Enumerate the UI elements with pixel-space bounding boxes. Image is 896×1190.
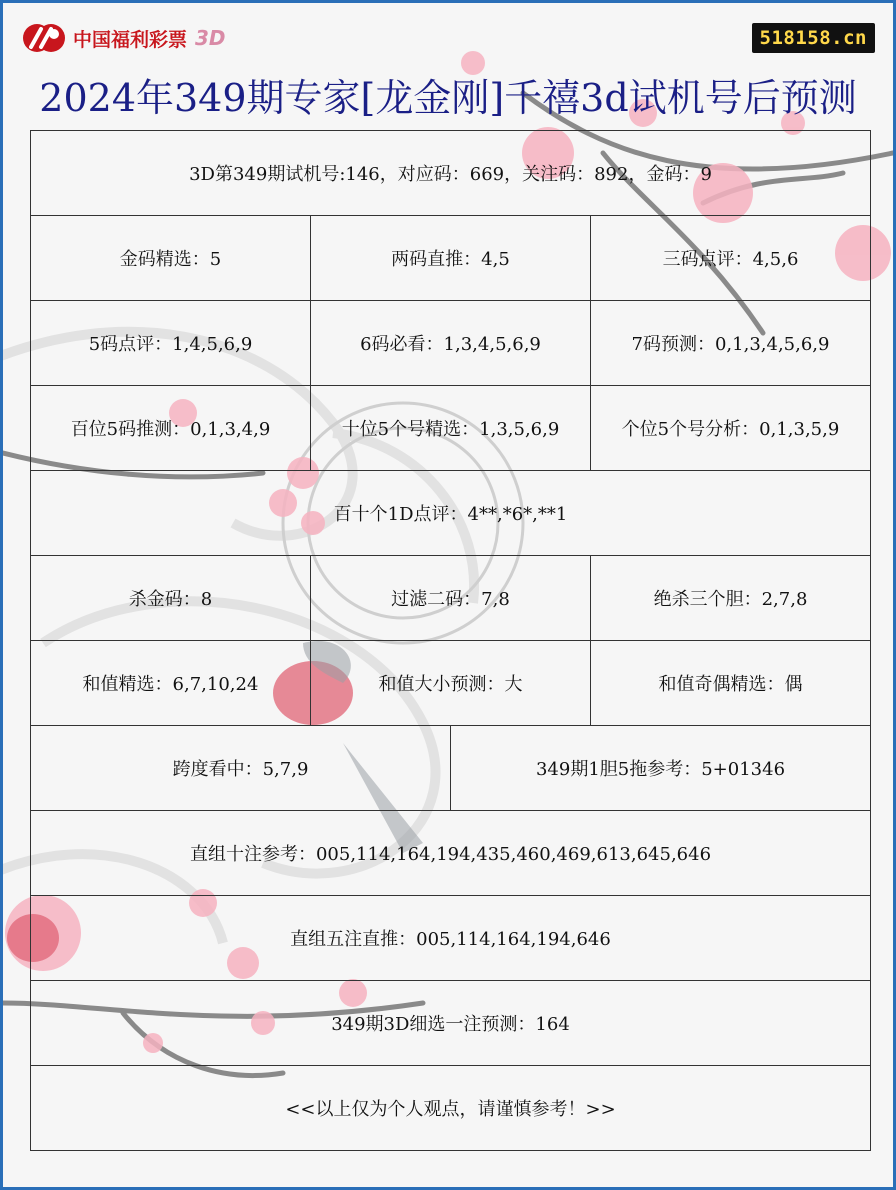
table-cell: 和值奇偶精选：偶 [591, 641, 871, 725]
table-cell: 杀金码：8 [31, 556, 311, 640]
table-row [31, 556, 871, 641]
logo-text: 中国福利彩票 [73, 28, 188, 51]
site-badge[interactable]: 518158.cn [752, 23, 875, 53]
prediction-table [30, 130, 871, 1151]
table-cell: 三码点评：4,5,6 [591, 216, 871, 300]
table-cell: 和值大小预测：大 [311, 641, 591, 725]
table-cell: 百十个1D点评：4**,*6*,**1 [31, 471, 871, 555]
table-row [31, 301, 871, 386]
table-row [31, 131, 871, 216]
table-row [31, 386, 871, 471]
table-cell: 百位5码推测：0,1,3,4,9 [31, 386, 311, 470]
table-cell: 跨度看中：5,7,9 [31, 726, 451, 810]
table-row [31, 216, 871, 301]
welfare-lottery-logo-icon [21, 21, 67, 55]
table-cell: 7码预测：0,1,3,4,5,6,9 [591, 301, 871, 385]
page-header [3, 3, 893, 131]
table-cell: 直组五注直推：005,114,164,194,646 [31, 896, 871, 980]
table-cell: 十位5个号精选：1,3,5,6,9 [311, 386, 591, 470]
logo-3d-mark: 3D [195, 26, 226, 50]
table-row [31, 981, 871, 1066]
trial-number-cell: 3D第349期试机号:146，对应码：669，关注码：892，金码：9 [31, 131, 871, 215]
table-cell: 绝杀三个胆：2,7,8 [591, 556, 871, 640]
table-cell: 过滤二码：7,8 [311, 556, 591, 640]
table-cell: 个位5个号分析：0,1,3,5,9 [591, 386, 871, 470]
disclaimer-cell: <<以上仅为个人观点，请谨慎参考！>> [31, 1066, 871, 1150]
page-title: 2024年349期专家[龙金刚]千禧3d试机号后预测 [39, 76, 857, 120]
table-cell: 5码点评：1,4,5,6,9 [31, 301, 311, 385]
table-cell: 349期3D细选一注预测：164 [31, 981, 871, 1065]
table-row [31, 896, 871, 981]
table-cell: 349期1胆5拖参考：5+01346 [451, 726, 871, 810]
table-cell: 两码直推：4,5 [311, 216, 591, 300]
table-cell: 金码精选：5 [31, 216, 311, 300]
table-row [31, 726, 871, 811]
table-cell: 直组十注参考：005,114,164,194,435,460,469,613,645,646 [31, 811, 871, 895]
table-row [31, 1066, 871, 1151]
table-row [31, 811, 871, 896]
lottery-logo [21, 21, 226, 55]
table-cell: 和值精选：6,7,10,24 [31, 641, 311, 725]
table-row [31, 641, 871, 726]
table-cell: 6码必看：1,3,4,5,6,9 [311, 301, 591, 385]
table-row [31, 471, 871, 556]
